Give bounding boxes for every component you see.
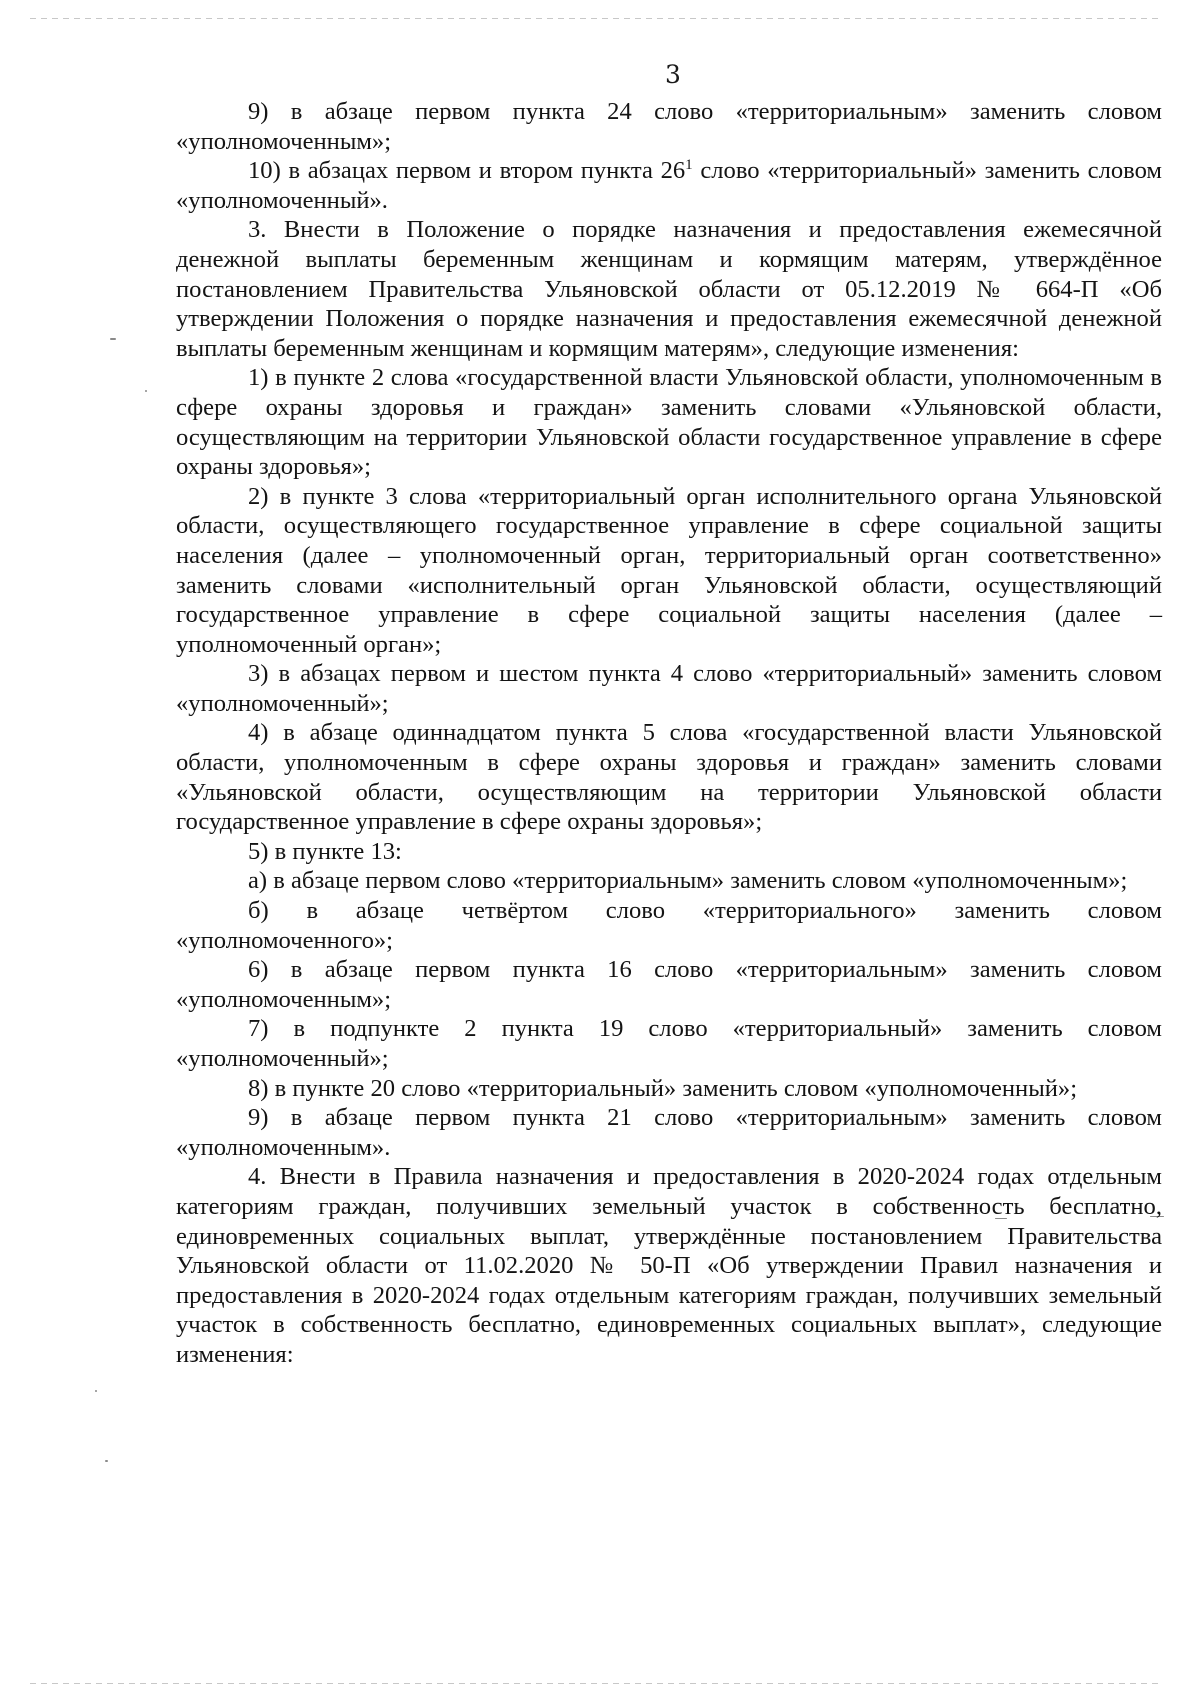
paragraph <box>176 156 1162 215</box>
paragraph: 3) в абзацах первом и шестом пункта 4 слово «территориальный» заменить словом «уполномоченный»; <box>176 660 1162 717</box>
paragraph: 9) в абзаце первом пункта 24 слово «территориальным» заменить словом «уполномоченным»; <box>176 98 1162 155</box>
page-number: 3 <box>665 60 681 89</box>
paragraph: б) в абзаце четвёртом слово «территориального» заменить словом «уполномоченного»; <box>176 897 1162 954</box>
scan-speck <box>95 1390 97 1392</box>
paragraph: 4) в абзаце одиннадцатом пункта 5 слова «государственной власти Ульяновской области, уполномоченным в сфере охраны здоровья и граждан» заменить словами «Ульяновской области, осуществляющим на территории Ульяновской области государственное управление в сфере охраны здоровья»; <box>176 719 1162 836</box>
paragraph: 1) в пункте 2 слова «государственной власти Ульяновской области, уполномоченным в сфере охраны здоровья и граждан» заменить словами «Ульяновской области, осуществляющим на территории Ульяновской области государственное управление в сфере охраны здоровья»; <box>176 364 1162 481</box>
scan-edge-top <box>30 18 1160 19</box>
paragraph: 5) в пункте 13: <box>248 837 402 865</box>
document-body <box>176 97 1162 1370</box>
superscript: 1 <box>685 157 693 174</box>
paragraph: а) в абзаце первом слово «территориальным» заменить словом «уполномоченным»; <box>248 867 1128 895</box>
paragraph: 9) в абзаце первом пункта 21 слово «территориальным» заменить словом «уполномоченным». <box>176 1104 1162 1161</box>
paragraph-text: слово «территориальный» заменить словом «уполномоченный». <box>176 157 1162 214</box>
scan-speck <box>105 1460 108 1462</box>
paragraph: 3. Внести в Положение о порядке назначения и предоставления ежемесячной денежной выплаты беременным женщинам и кормящим матерям, утверждённое постановлением Правительства Ульяновской области от 05.12.2019 № 664-П «Об утверждении Положения о порядке назначения и предоставления ежемесячной денежной выплаты беременным женщинам и кормящим матерям», следующие изменения: <box>176 216 1162 362</box>
paragraph-text: 10) в абзацах первом и втором пункта 26 <box>248 157 686 185</box>
paragraph: 7) в подпункте 2 пункта 19 слово «территориальный» заменить словом «уполномоченный»; <box>176 1015 1162 1072</box>
paragraph: 8) в пункте 20 слово «территориальный» заменить словом «уполномоченный»; <box>248 1074 1078 1102</box>
scan-speck <box>145 390 147 392</box>
paragraph: 6) в абзаце первом пункта 16 слово «территориальным» заменить словом «уполномоченным»; <box>176 956 1162 1013</box>
paragraph: 4. Внести в Правила назначения и предоставления в 2020-2024 годах отдельным категориям граждан, получивших земельный участок в собственность бесплатно, единовременных социальных выплат, утверждённые постановлением Правительства Ульяновской области от 11.02.2020 № 50-П «Об утверждении Правил назначения и предоставления в 2020-2024 годах отдельным категориям граждан, получивших земельный участок в собственность бесплатно, единовременных социальных выплат», следующие изменения: <box>176 1163 1162 1368</box>
scan-speck <box>110 338 116 340</box>
scan-edge-bottom <box>30 1683 1160 1684</box>
paragraph: 2) в пункте 3 слова «территориальный орган исполнительного органа Ульяновской области, осуществляющего государственное управление в сфере социальной защиты населения (далее – уполномоченный орган, территориальный орган соответственно» заменить словами «исполнительный орган Ульяновской области, осуществляющий государственное управление в сфере социальной защиты населения (далее – уполномоченный орган»; <box>176 482 1162 658</box>
